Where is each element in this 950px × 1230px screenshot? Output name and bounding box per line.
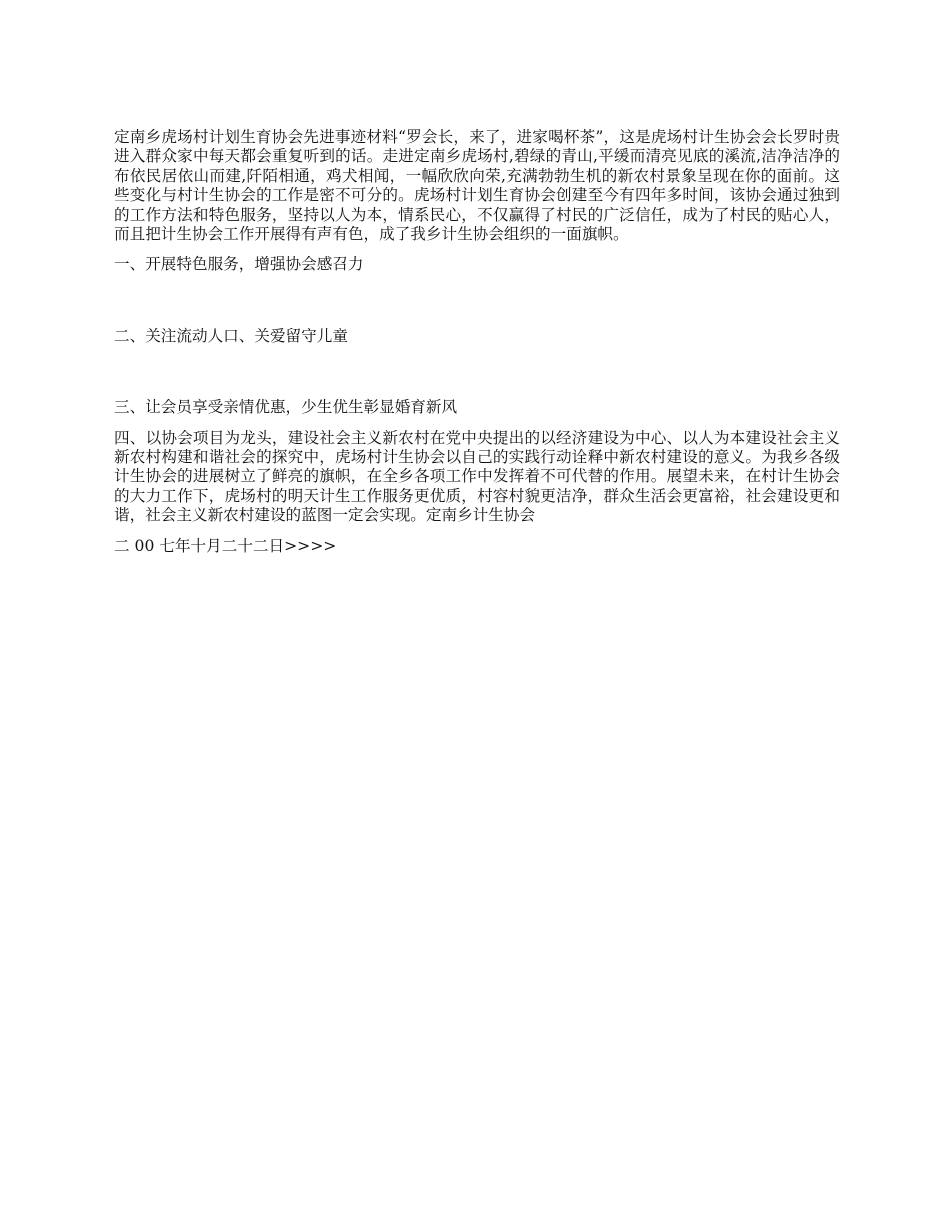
section-4-paragraph: 四、以协会项目为龙头，建设社会主义新农村在党中央提出的以经济建设为中心、以人为本建设社会主义新农村构建和谐社会的探究中，虎场村计生协会以自己的实践行动诠释中新农村建设的意义。为我乡各级计生协会的进展树立了鲜亮的旗帜，在全乡各项工作中发挥着不可代替的作用。展望未来，在村计生协会的大力工作下，虎场村的明天计生工作服务更优质，村容村貌更洁净，群众生活会更富裕，社会建设更和谐，社会主义新农村建设的蓝图一定会实现。定南乡计生协会 (114, 428, 840, 525)
date-line: 二 00 七年十月二十二日>>>> (114, 536, 337, 555)
section-heading-3: 三、让会员享受亲情优惠，少生优生彰显婚育新风 (114, 398, 458, 417)
document-body (114, 128, 840, 567)
section-heading-1: 一、开展特色服务，增强协会感召力 (114, 255, 364, 274)
intro-paragraph: 定南乡虎场村计划生育协会先进事迹材料“罗会长，来了，进家喝杯茶”，这是虎场村计生协会会长罗时贵进入群众家中每天都会重复听到的话。走进定南乡虎场村,碧绿的青山,平缓而清亮见底的溪流,洁净洁净的布依民居依山而建,阡陌相通，鸡犬相闻，一幅欣欣向荣,充满勃勃生机的新农村景象呈现在你的面前。这些变化与村计生协会的工作是密不可分的。虎场村计划生育协会创建至今有四年多时间，该协会通过独到的工作方法和特色服务，坚持以人为本，情系民心，不仅赢得了村民的广泛信任，成为了村民的贴心人，而且把计生协会工作开展得有声有色，成了我乡计生协会组织的一面旗帜。 (114, 128, 840, 244)
section-heading-2: 二、关注流动人口、关爱留守儿童 (114, 326, 348, 345)
